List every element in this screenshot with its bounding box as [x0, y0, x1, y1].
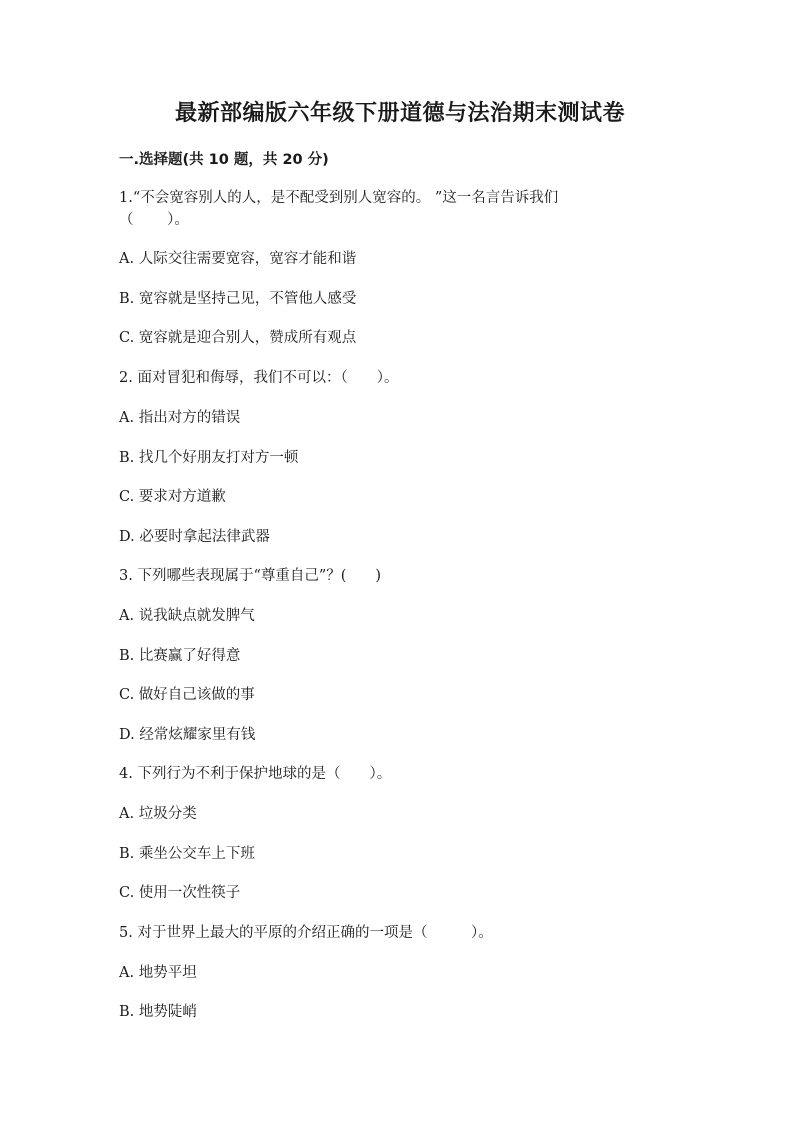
- question-4-option-b: B. 乘坐公交车上下班: [119, 846, 255, 862]
- question-1-stem-blank: （ ）。: [119, 212, 189, 228]
- question-3-stem: 3. 下列哪些表现属于“尊重自己”？( ): [119, 568, 382, 584]
- question-3-option-b: B. 比赛赢了好得意: [119, 648, 241, 664]
- question-4-option-a: A. 垃圾分类: [119, 806, 197, 822]
- question-1-option-c: C. 宽容就是迎合别人，赞成所有观点: [119, 330, 357, 346]
- question-4-option-c: C. 使用一次性筷子: [119, 885, 241, 901]
- question-3-option-d: D. 经常炫耀家里有钱: [119, 727, 256, 743]
- question-2-option-d: D. 必要时拿起法律武器: [119, 529, 270, 545]
- question-2-option-a: A. 指出对方的错误: [119, 410, 241, 426]
- question-1-stem: 1.“不会宽容别人的人，是不配受到别人宽容的。 ”这一名言告诉我们: [119, 190, 559, 206]
- question-3-option-c: C. 做好自己该做的事: [119, 687, 255, 703]
- question-4-stem: 4. 下列行为不利于保护地球的是（ ）。: [119, 766, 392, 782]
- page-title: 最新部编版六年级下册道德与法治期末测试卷: [174, 101, 625, 126]
- question-5-stem: 5. 对于世界上最大的平原的介绍正确的一项是（ ）。: [119, 925, 493, 941]
- question-2-stem: 2. 面对冒犯和侮辱，我们不可以：（ ）。: [119, 370, 399, 386]
- question-3-option-a: A. 说我缺点就发脾气: [119, 608, 255, 624]
- question-2-option-c: C. 要求对方道歉: [119, 489, 226, 505]
- section-heading: 一.选择题(共 10 题，共 20 分): [119, 152, 329, 168]
- question-1-option-a: A. 人际交往需要宽容，宽容才能和谐: [119, 251, 357, 267]
- question-5-option-a: A. 地势平坦: [119, 965, 197, 981]
- question-1-option-b: B. 宽容就是坚持己见，不管他人感受: [119, 291, 357, 307]
- question-5-option-b: B. 地势陡峭: [119, 1004, 197, 1020]
- question-2-option-b: B. 找几个好朋友打对方一顿: [119, 450, 299, 466]
